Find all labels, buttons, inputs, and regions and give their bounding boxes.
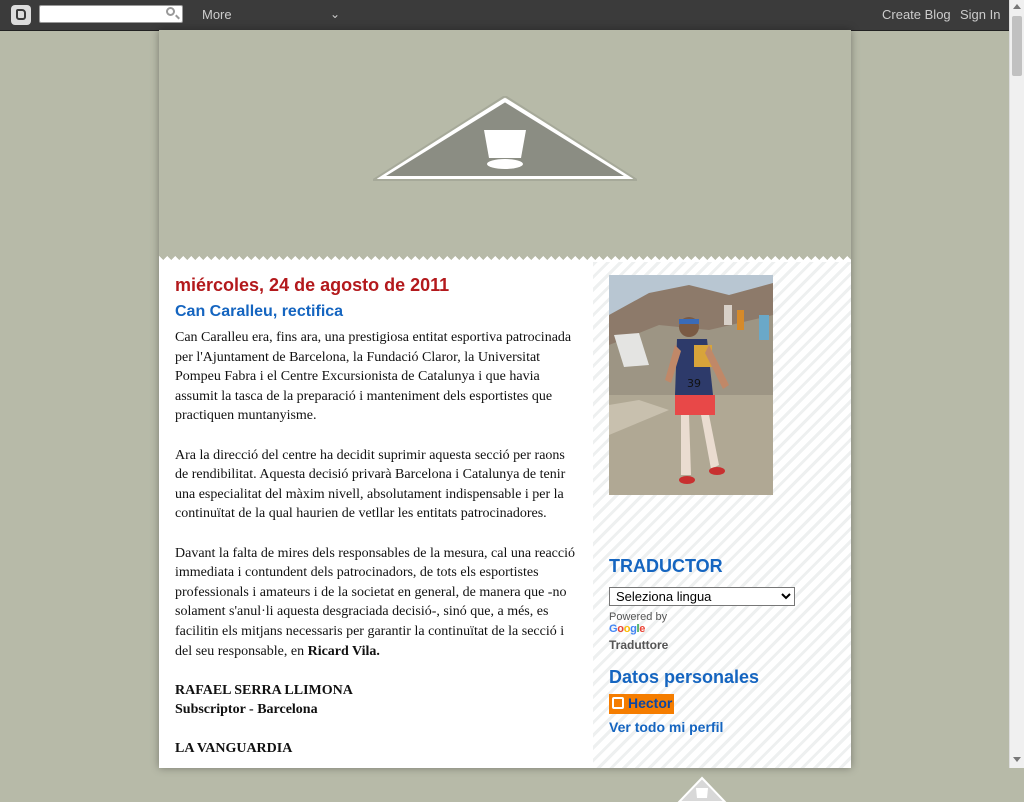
blog-header — [159, 30, 851, 256]
blog-header-logo-icon[interactable] — [373, 96, 637, 186]
signature-subtitle: Subscriptor - Barcelona — [175, 702, 318, 718]
more-menu[interactable]: More — [202, 7, 232, 22]
blog-page — [159, 30, 851, 768]
profile-badge[interactable] — [609, 694, 674, 714]
bold-name: Ricard Vila. — [307, 643, 380, 659]
post-paragraph: Can Caralleu era, fins ara, una prestigiosa entitat esportiva patrocinada per l'Ajuntament de Barcelona, la Fundació Claror, la Universitat Pompeu Fabra i el Centre Excursionista de Catalunya i que havia assumit la tasca de la preparació i manteniment dels esportistes que practiquen muntanyisme. — [175, 330, 572, 424]
runner-photo[interactable] — [609, 275, 773, 495]
blogger-icon — [612, 697, 624, 709]
chevron-down-icon[interactable]: ⌄ — [330, 7, 341, 21]
scroll-down-icon[interactable] — [1013, 757, 1021, 762]
sidebar-logo-icon — [677, 776, 727, 802]
powered-by-label: Powered by — [609, 611, 668, 623]
profile-name[interactable]: Hector — [628, 695, 673, 711]
sidebar — [593, 262, 851, 768]
post-paragraph: Ara la direcció del centre ha decidit suprimir aquesta secció per raons de rendibilitat. Aquesta decisió privarà Barcelona i Catalunya de tenir una especialitat del màxim nivell, absolutament indispensable i per la continuïtat de la qual haurien de vetllar les entitats patrocinadores. — [175, 447, 566, 522]
post-source: LA VANGUARDIA — [175, 741, 293, 757]
post-date: miércoles, 24 de agosto de 2011 — [175, 275, 450, 295]
create-blog-link[interactable]: Create Blog — [882, 7, 951, 22]
search-input[interactable] — [39, 5, 183, 23]
post-paragraph-text: Davant la falta de mires dels responsables de la mesura, cal una reacció immediata i contundent dels patrocinadors, de tots els esportistes professionals i amateurs i de la societat en general, de manera que -no solament s'anul·li aquesta desgraciada decisió-, sinó que, a més, es facilitin els mitjans necessaris per garantir la continuïtat de la secció i del seu responsable, en — [175, 545, 575, 659]
page-scrollbar[interactable] — [1009, 0, 1024, 768]
bib-number: 39 — [687, 377, 701, 390]
blogger-logo-icon[interactable] — [11, 5, 31, 25]
search-icon[interactable] — [166, 7, 175, 16]
traduttore-link[interactable]: Traduttore — [609, 638, 669, 652]
translator-title: TRADUCTOR — [609, 556, 723, 576]
post-body — [175, 328, 577, 759]
language-select[interactable] — [609, 587, 795, 606]
main-column — [175, 275, 577, 759]
blogger-navbar — [0, 0, 1009, 31]
profile-title: Datos personales — [609, 667, 760, 687]
scroll-up-icon[interactable] — [1013, 4, 1021, 9]
signature-name: RAFAEL SERRA LLIMONA — [175, 682, 353, 698]
post-paragraph — [175, 544, 577, 662]
view-profile-link[interactable]: Ver todo mi perfil — [609, 719, 724, 735]
sign-in-link[interactable]: Sign In — [960, 7, 1001, 22]
google-logo: Google — [609, 623, 646, 635]
post-title[interactable]: Can Caralleu, rectifica — [175, 303, 344, 320]
scrollbar-thumb[interactable] — [1012, 16, 1022, 76]
